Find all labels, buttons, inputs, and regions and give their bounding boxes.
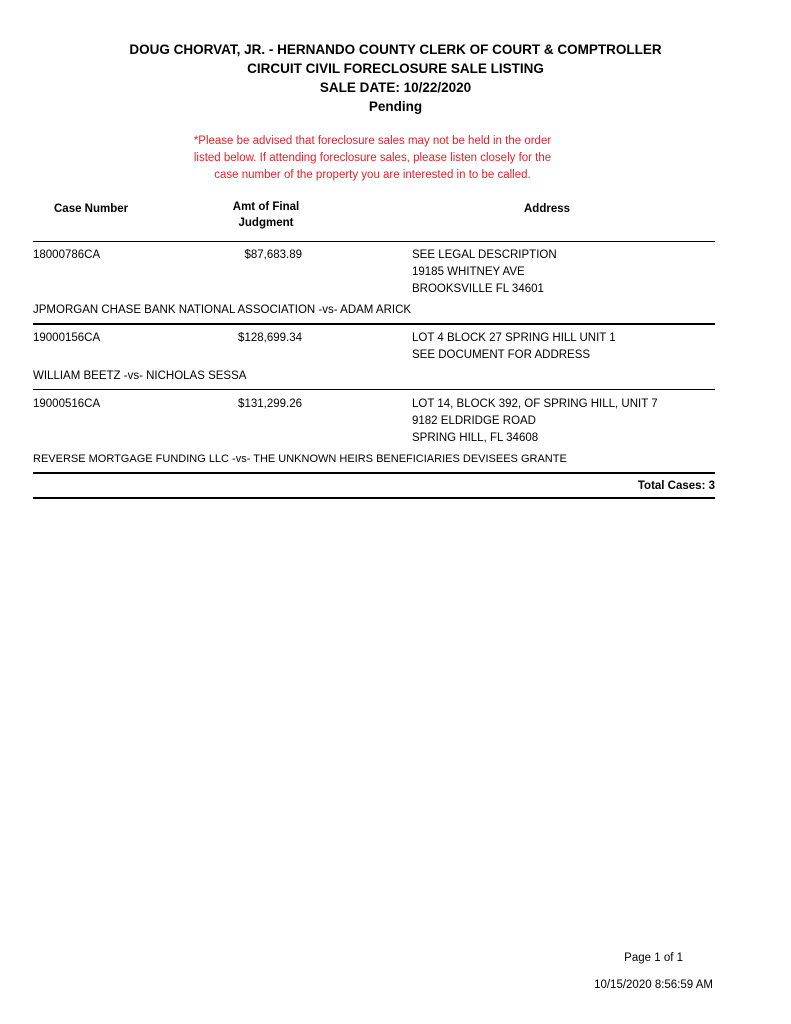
column-header-amount-line1: Amt of Final xyxy=(232,201,300,213)
notice-line: listed below. If attending foreclosure sales, please listen closely for the xyxy=(193,152,552,164)
case-parties: JPMORGAN CHASE BANK NATIONAL ASSOCIATION -vs- ADAM ARICK xyxy=(33,304,412,316)
judgment-amount: $131,299.26 xyxy=(238,398,302,410)
column-header-amount xyxy=(216,199,316,231)
column-header-case-number: Case Number xyxy=(54,203,129,215)
address-line: 9182 ELDRIDGE ROAD xyxy=(412,415,536,427)
case-number: 18000786CA xyxy=(33,249,101,261)
advisory-notice xyxy=(0,133,745,184)
address-line: SEE DOCUMENT FOR ADDRESS xyxy=(412,349,591,361)
address-line: 19185 WHITNEY AVE xyxy=(412,266,525,278)
case-address xyxy=(412,247,557,298)
address-line: SEE LEGAL DESCRIPTION xyxy=(412,249,557,261)
column-header-amount-line2: Judgment xyxy=(238,217,294,229)
case-divider xyxy=(33,323,715,325)
header-status: Pending xyxy=(368,99,423,114)
header-clerk-title: DOUG CHORVAT, JR. - HERNANDO COUNTY CLERK OF COURT & COMPTROLLER xyxy=(129,42,662,57)
address-line: LOT 4 BLOCK 27 SPRING HILL UNIT 1 xyxy=(412,332,616,344)
print-timestamp: 10/15/2020 8:56:59 AM xyxy=(594,979,713,991)
judgment-amount: $87,683.89 xyxy=(244,249,302,261)
address-line: SPRING HILL, FL 34608 xyxy=(412,432,539,444)
case-divider xyxy=(33,389,715,390)
address-line: LOT 14, BLOCK 392, OF SPRING HILL, UNIT 7 xyxy=(412,398,658,410)
column-header-address: Address xyxy=(524,203,571,215)
case-divider xyxy=(33,472,715,474)
notice-line: case number of the property you are interested in to be called. xyxy=(214,169,531,181)
page-number: Page 1 of 1 xyxy=(624,952,683,964)
total-cases: Total Cases: 3 xyxy=(637,480,715,492)
total-divider xyxy=(33,497,715,499)
case-number: 19000156CA xyxy=(33,332,101,344)
case-parties: REVERSE MORTGAGE FUNDING LLC -vs- THE UNKNOWN HEIRS BENEFICIARIES DEVISEES GRANTE xyxy=(33,453,567,465)
header-divider xyxy=(33,241,715,242)
header-listing-title: CIRCUIT CIVIL FORECLOSURE SALE LISTING xyxy=(247,61,544,76)
report-header xyxy=(0,40,791,116)
case-address xyxy=(412,396,658,447)
case-parties: WILLIAM BEETZ -vs- NICHOLAS SESSA xyxy=(33,370,247,382)
case-number: 19000516CA xyxy=(33,398,101,410)
address-line: BROOKSVILLE FL 34601 xyxy=(412,283,544,295)
judgment-amount: $128,699.34 xyxy=(238,332,302,344)
case-address xyxy=(412,330,616,364)
header-sale-date: SALE DATE: 10/22/2020 xyxy=(319,80,472,95)
notice-line: *Please be advised that foreclosure sales may not be held in the order xyxy=(193,135,552,147)
